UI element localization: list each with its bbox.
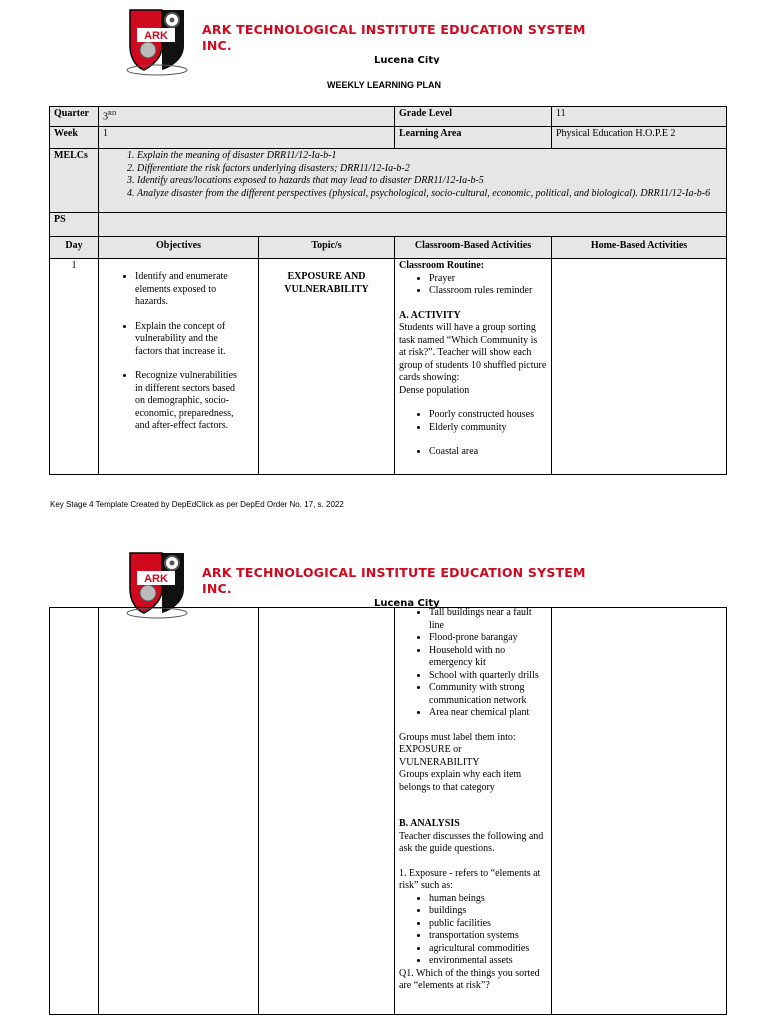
day-number-cell — [50, 608, 99, 1015]
cards-list — [399, 446, 547, 459]
column-header-row — [50, 237, 727, 259]
home-activities-cell — [552, 608, 727, 1015]
objectives-cell — [99, 259, 259, 475]
routine-heading: Classroom Routine: — [399, 260, 485, 271]
objective-item: • Identify and enumerate elements exposed to hazards. — [135, 271, 244, 309]
groups-text: Groups must label them into: EXPOSURE or VULNERABILITY — [399, 731, 516, 768]
analysis-heading: B. ANALYSIS — [399, 818, 460, 829]
col-header-home-activities: Home-Based Activities — [552, 237, 727, 259]
element-item: • public facilities — [429, 918, 547, 931]
page-footer: Key Stage 4 Template Created by DepEdClick as per DepEd Order No. 17, s. 2022 — [50, 500, 344, 509]
card-item: • Coastal area — [429, 446, 547, 459]
objective-item: • Recognize vulnerabilities in different sectors based on demographic, socio-economic, preparedness, and after-effect factors. — [135, 370, 244, 433]
topic-cell: EXPOSURE AND VULNERABILITY — [259, 259, 395, 475]
first-card: Dense population — [399, 384, 470, 396]
element-item: • agricultural commodities — [429, 943, 547, 956]
activity-text: Students will have a group sorting task named “Which Community is at risk?”. Teacher will show each group of students 10 shuffled picture cards showing: — [399, 322, 547, 383]
row-week — [50, 127, 727, 149]
school-logo-icon — [126, 6, 188, 76]
explain-text: Groups explain why each item belongs to that category — [399, 769, 522, 793]
objectives-list — [103, 271, 254, 433]
org-name: ARK TECHNOLOGICAL INSTITUTE EDUCATION SYSTEM INC. — [202, 22, 586, 53]
classroom-activities-cell — [395, 608, 552, 1015]
learning-area-value: Physical Education H.O.P.E 2 — [552, 127, 727, 149]
quarter-value: 3RD — [99, 107, 395, 127]
classroom-activities-cell — [395, 259, 552, 475]
col-header-objectives: Objectives — [99, 237, 259, 259]
card-item: • Household with no emergency kit — [429, 645, 547, 670]
card-item: • Tall buildings near a fault line — [429, 607, 547, 632]
learning-area-label: Learning Area — [395, 127, 552, 149]
grade-level-label: Grade Level — [395, 107, 552, 127]
melc-item: 3. Identify areas/locations exposed to hazards that may lead to disaster DRR11/12-Ia-b-5 — [137, 175, 722, 188]
day1-row-continued — [50, 608, 727, 1015]
element-item: • buildings — [429, 905, 547, 918]
element-item: • transportation systems — [429, 930, 547, 943]
objective-item: • Explain the concept of vulnerability and the factors that increase it. — [135, 321, 244, 359]
col-header-classroom-activities: Classroom-Based Activities — [395, 237, 552, 259]
elements-list — [399, 893, 547, 968]
card-item: • Elderly community — [429, 422, 547, 435]
page1-header — [0, 0, 768, 80]
svg-text:ARK: ARK — [144, 30, 168, 42]
org-city: Lucena City — [374, 56, 440, 64]
home-activities-cell — [552, 259, 727, 475]
grade-level-value: 11 — [552, 107, 727, 127]
day1-row — [50, 259, 727, 475]
activity-heading: A. ACTIVITY — [399, 309, 461, 321]
card-item: • Community with strong communication network — [429, 682, 547, 707]
plan-table-page1 — [49, 106, 727, 475]
routine-item: • Prayer — [429, 273, 547, 286]
col-header-topics: Topic/s — [259, 237, 395, 259]
card-item: • Flood-prone barangay — [429, 632, 547, 645]
row-ps — [50, 213, 727, 237]
org-city: Lucena City — [374, 599, 440, 607]
row-quarter — [50, 107, 727, 127]
col-header-day: Day — [50, 237, 99, 259]
objectives-cell — [99, 608, 259, 1015]
melcs-list — [103, 150, 722, 200]
melcs-label: MELCs — [50, 149, 99, 213]
week-label: Week — [50, 127, 99, 149]
ps-label: PS — [50, 213, 99, 237]
cards-list — [399, 409, 547, 434]
card-item: • Area near chemical plant — [429, 707, 547, 720]
element-item: • human beings — [429, 893, 547, 906]
card-item: • Poorly constructed houses — [429, 409, 547, 422]
ps-value — [99, 213, 727, 237]
exposure-text: 1. Exposure - refers to “elements at risk” such as: — [399, 867, 541, 891]
week-value: 1 — [99, 127, 395, 149]
quarter-label: Quarter — [50, 107, 99, 127]
melc-item: 4. Analyze disaster from the different perspectives (physical, psychological, socio-cultural, economic, political, and biological). DRR11/12-Ia-b-6 — [137, 188, 722, 201]
melc-item: 1. Explain the meaning of disaster DRR11/12-Ia-b-1 — [137, 150, 722, 163]
question-1: Q1. Which of the things you sorted are “elements at risk”? — [399, 967, 540, 991]
row-melcs — [50, 149, 727, 213]
org-name: ARK TECHNOLOGICAL INSTITUTE EDUCATION SYSTEM INC. — [202, 565, 586, 596]
cards-list — [399, 607, 547, 720]
svg-text:ARK: ARK — [144, 573, 168, 585]
plan-table-page2 — [49, 607, 727, 1015]
plan-title: WEEKLY LEARNING PLAN — [326, 80, 441, 90]
melcs-list-cell — [99, 149, 727, 213]
element-item: • environmental assets — [429, 955, 547, 968]
card-item: • School with quarterly drills — [429, 670, 547, 683]
routine-item: • Classroom rules reminder — [429, 285, 547, 298]
topic-cell — [259, 608, 395, 1015]
day-number: 1 — [50, 259, 99, 475]
analysis-text: Teacher discusses the following and ask the guide questions. — [399, 830, 544, 854]
routine-list — [399, 273, 547, 298]
melc-item: 2. Differentiate the risk factors underlying disasters; DRR11/12-Ia-b-2 — [137, 163, 722, 176]
